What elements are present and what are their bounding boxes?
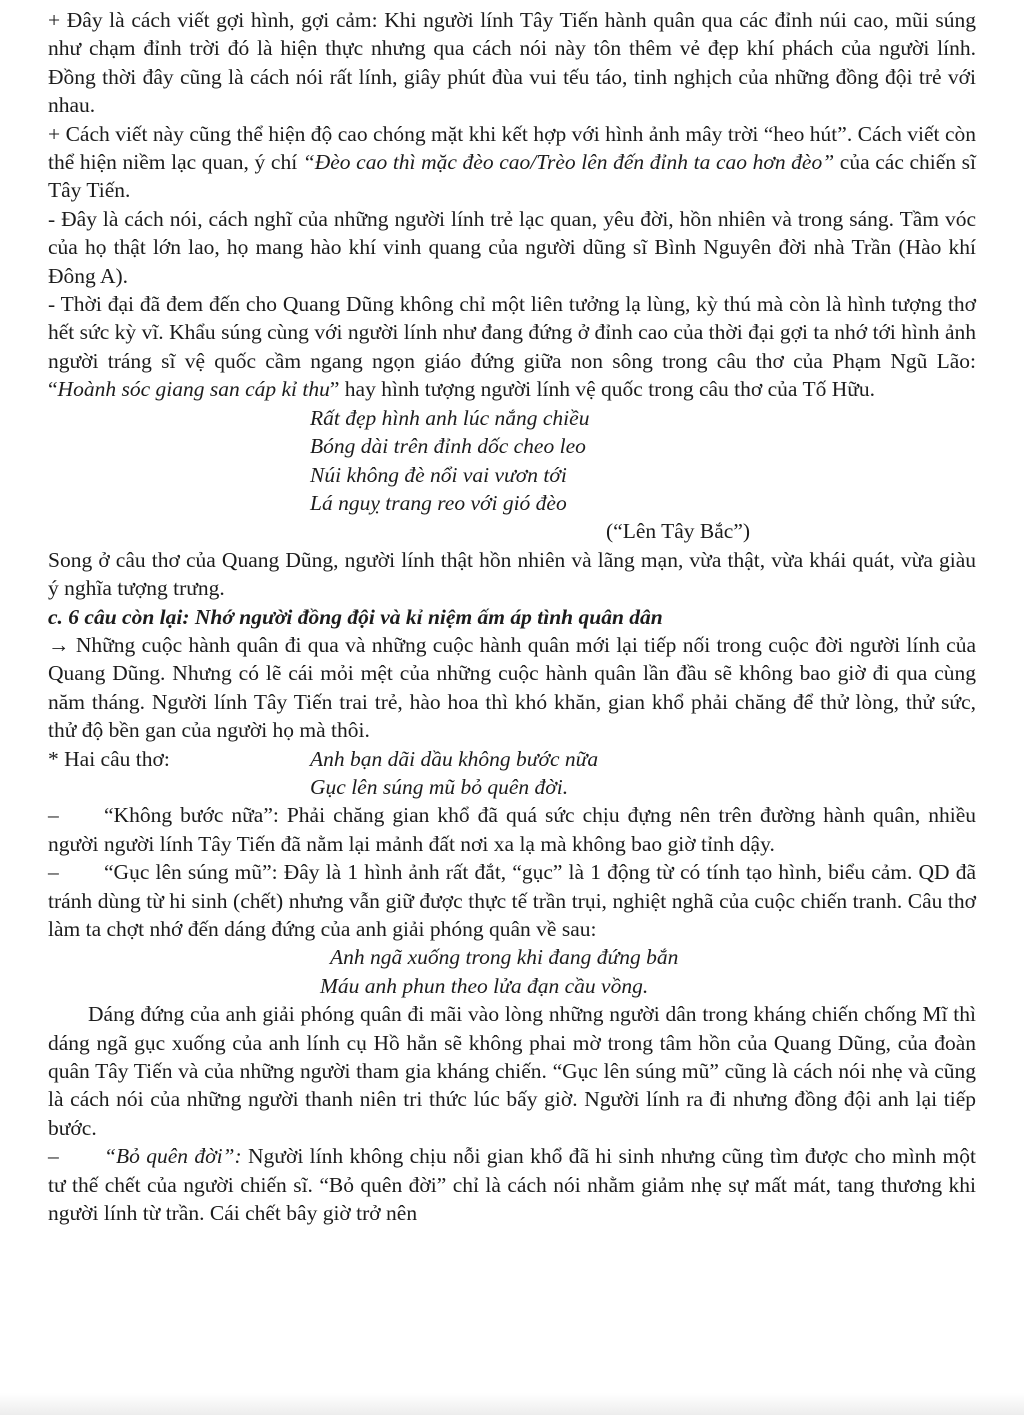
quote-bo-quen-doi: “Bỏ quên đời”: [104,1144,242,1169]
paragraph-young-soldiers: - Đây là cách nói, cách nghĩ của những người lính trẻ lạc quan, yêu đời, hồn nhiên và trong sáng. Tầm vóc của họ thật lớn lao, họ mang hào khí vinh quang của người dũng sĩ Bình Nguyên đời nhà Trần (Hào khí Đông A). [48,206,976,288]
text-segment: của các chiến sĩ Tây Tiến. [48,150,976,203]
text-segment: + Cách viết này cũng thể hiện độ cao chóng mặt khi kết hợp với hình ảnh mây trời “heo hút”. Cách viết còn thể hiện niềm lạc quan, ý chí [48,121,976,175]
poem-len-tay-bac [48,404,976,518]
poem-line: Anh bạn dãi dầu không bước nữa [310,746,599,771]
text-segment: - Thời đại đã đem đến cho Quang Dũng không chỉ một liên tưởng lạ lùng, kỳ thú mà còn là hình tượng thơ hết sức kỳ vĩ. Khẩu súng cùng với người lính như đang đứng ở đỉnh cao của thời đại gợi ta nhớ tới hình ảnh người tráng sĩ vệ quốc cầm ngang ngọn giáo đứng giữa non sông trong câu thơ của Phạm Ngũ Lão: “ [48,292,976,402]
text-segment: “Không bước nữa”: Phải chăng gian khổ đã quá sức chịu đựng nên trên đường hành quân, nhiều người người lính Tây Tiến đã nằm lại mảnh đất nơi xa lạ mà không bao giờ tỉnh dậy. [48,803,976,856]
paragraph-dang-dung: Dáng đứng của anh giải phóng quân đi mãi vào lòng những người dân trong kháng chiến chống Mĩ thì dáng ngã gục xuống của anh lính cụ Hồ hẳn sẽ không phai mờ trong tâm hồn của Quang Dũng, của đoàn quân Tây Tiến và của những người tham gia kháng chiến. “Gục lên súng mũ” cũng là cách nói nhẹ và cũng là cách nói của những người thanh niên tri thức lúc bấy giờ. Người lính ra đi nhưng đồng đội anh lại tiếp bước. [48,1002,976,1140]
paragraph-era-image [48,290,976,404]
text-segment: “Gục lên súng mũ”: Đây là 1 hình ảnh rất đắt, “gục” là 1 động từ có tính tạo hình, biểu cảm. QD đã tránh dùng từ hi sinh (chết) nhưng vẫn giữ được thực tế trần trụi, nghiệt nghã của cuộc chiến tranh. Câu thơ làm ta chợt nhớ đến dáng đứng của anh giải phóng quân về sau: [48,860,976,941]
quote-deo-cao: “Đèo cao thì mặc đèo cao/Trèo lên đến đỉnh ta cao hơn đèo” [302,150,835,175]
section-heading-c: c. 6 câu còn lại: Nhớ người đồng đội và kỉ niệm ấm áp tình quân dân [48,604,663,629]
dash-marker: – [48,860,59,885]
poem-line: Gục lên súng mũ bỏ quên đời. [310,774,569,799]
poem-giai-phong-quan [48,943,976,1000]
poem-line: Anh ngã xuống trong khi đang đứng bắn [330,945,679,970]
couplet-block [48,745,976,802]
paragraph-marches: → Những cuộc hành quân đi qua và những cuộc hành quân mới lại tiếp nối trong cuộc đời người lính của Quang Dũng. Nhưng có lẽ cái mỏi mệt của những cuộc hành quân lần đầu sẽ không bao giờ đi qua cùng năm tháng. Người lính Tây Tiến trai trẻ, hào hoa thì khó khăn, gian khổ phải chăng để thử lòng, thử sức, thử độ bền gan của người họ mà thôi. [48,632,976,743]
couplet-label: * Hai câu thơ: [48,746,170,771]
poem-line: Lá nguỵ trang reo với gió đèo [310,490,567,515]
poem-line: Bóng dài trên đỉnh dốc cheo leo [310,434,586,459]
page-bottom-edge [0,1393,1024,1415]
poem-line: Núi không đè nổi vai vươn tới [310,462,567,487]
paragraph-bo-quen-doi [48,1142,976,1227]
dash-marker: – [48,803,59,828]
dash-marker: – [48,1144,59,1169]
paragraph-guc-len-sung-mu [48,858,976,943]
poem-line: Máu anh phun theo lửa đạn cầu vồng. [320,973,649,998]
document-page [48,6,976,1227]
paragraph-height-optimism [48,120,976,205]
poem-line: Rất đẹp hình anh lúc nắng chiều [310,405,590,430]
text-segment: Người lính không chịu nỗi gian khổ đã hi sinh nhưng cũng tìm được cho mình một tư thế chết của người chiến sĩ. “Bỏ quên đời” chỉ là cách nói nhằm giảm nhẹ sự mất mát, tang thương khi người lính từ trần. Cái chết bây giờ trở nên [48,1144,976,1226]
paragraph-visual-expression: + Đây là cách viết gợi hình, gợi cảm: Khi người lính Tây Tiến hành quân qua các đỉnh núi cao, mũi súng như chạm đỉnh trời đó là hiện thực nhưng qua cách nói này tôn thêm vẻ đẹp khí phách của người lính. Đồng thời đây cũng là cách nói rất lính, giây phút đùa vui tếu táo, tinh nghịch của những đồng đội trẻ với nhau. [48,8,976,118]
poem-source: (“Lên Tây Bắc”) [606,519,751,544]
paragraph-romantic-soldier: Song ở câu thơ của Quang Dũng, người lính thật hồn nhiên và lãng mạn, vừa thật, vừa khái quát, vừa giàu ý nghĩa tượng trưng. [48,547,976,601]
paragraph-khong-buoc-nua [48,801,976,858]
text-segment: ” hay hình tượng người lính vệ quốc trong câu thơ của Tố Hữu. [329,377,876,402]
quote-hoanh-soc: Hoành sóc giang san cáp kỉ thu [57,377,330,402]
